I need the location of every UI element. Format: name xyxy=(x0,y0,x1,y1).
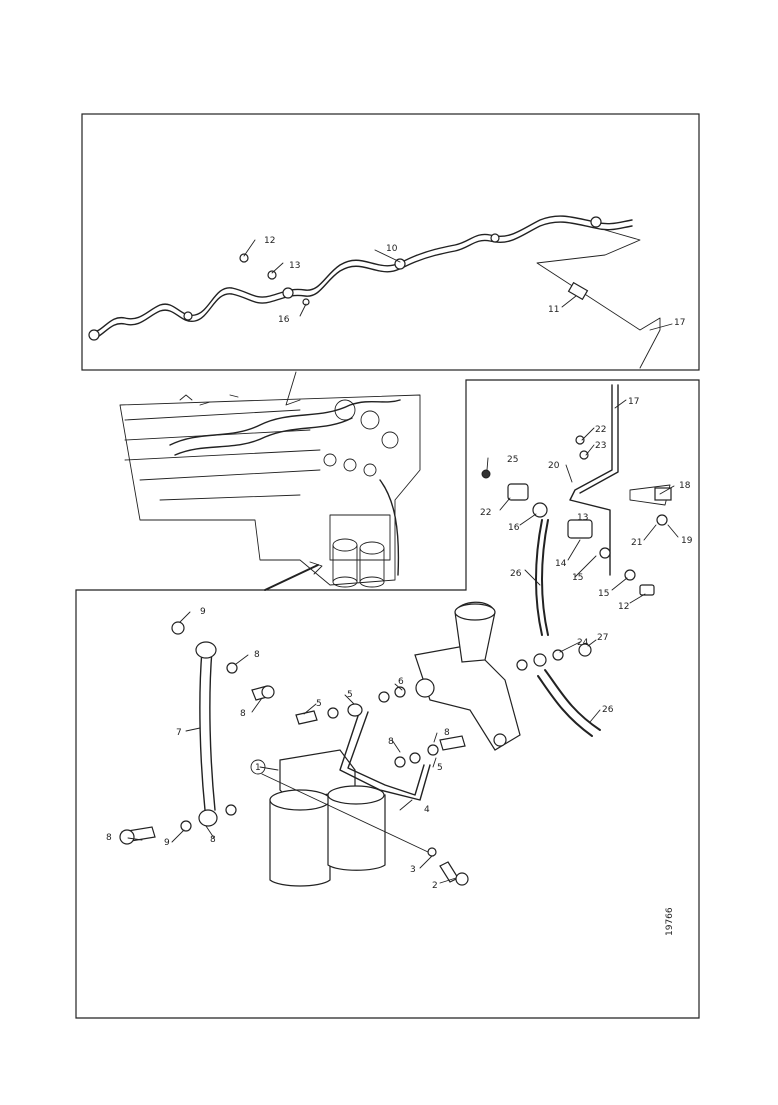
callout-label: 11 xyxy=(548,305,560,315)
callout-label: 9 xyxy=(164,838,170,848)
callout-label: 15 xyxy=(598,589,610,599)
callout-label: 7 xyxy=(176,728,182,738)
callout-label: 13 xyxy=(577,513,589,523)
callout-label: 17 xyxy=(674,318,686,328)
callout-label: 22 xyxy=(595,425,607,435)
callout-label: 8 xyxy=(210,835,216,845)
callout-label: 26 xyxy=(602,705,614,715)
callout-label: 5 xyxy=(347,690,353,700)
injection-pipe-frame xyxy=(82,114,699,370)
callout-label: 22 xyxy=(480,508,492,518)
callout-label: 27 xyxy=(597,633,609,643)
callout-label: 3 xyxy=(410,865,416,875)
callout-label: 8 xyxy=(388,737,394,747)
callout-label: 14 xyxy=(555,559,567,569)
callout-label: 9 xyxy=(200,607,206,617)
callout-label: 8 xyxy=(240,709,246,719)
callout-label: 18 xyxy=(679,481,691,491)
callout-label: 13 xyxy=(289,261,301,271)
callout-label: 23 xyxy=(595,441,607,451)
callout-label: 1 xyxy=(255,763,261,773)
callout-label: 4 xyxy=(424,805,430,815)
callout-label: 6 xyxy=(398,677,404,687)
callout-label: 16 xyxy=(508,523,520,533)
engine-overview-sketch xyxy=(120,372,420,590)
callout-label: 15 xyxy=(572,573,584,583)
callout-label: 5 xyxy=(437,763,443,773)
callout-label: 8 xyxy=(444,728,450,738)
callout-label: 24 xyxy=(577,638,589,648)
callout-label: 17 xyxy=(628,397,640,407)
callout-label: 25 xyxy=(507,455,519,465)
drawing-number: 19766 xyxy=(665,907,675,936)
callout-label: 21 xyxy=(631,538,643,548)
callout-label: 20 xyxy=(548,461,560,471)
callout-label: 26 xyxy=(510,569,522,579)
callout-label: 19 xyxy=(681,536,693,546)
callout-label: 2 xyxy=(432,881,438,891)
callout-label: 8 xyxy=(254,650,260,660)
callout-label: 12 xyxy=(618,602,630,612)
callout-label: 12 xyxy=(264,236,276,246)
callout-label: 16 xyxy=(278,315,290,325)
callout-label: 5 xyxy=(316,699,322,709)
callout-label: 10 xyxy=(386,244,398,254)
callout-label: 8 xyxy=(106,833,112,843)
